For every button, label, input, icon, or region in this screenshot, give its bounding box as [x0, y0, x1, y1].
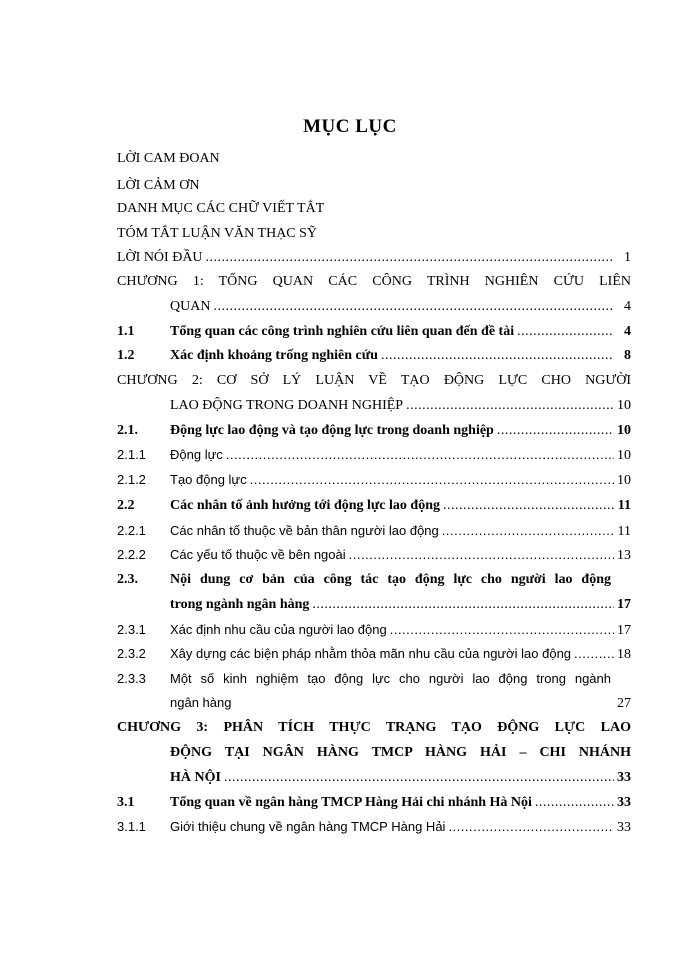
toc-entry-text: Động lực lao động và tạo động lực trong doanh nghiệp: [170, 423, 494, 438]
toc-entry-2-2-1: [117, 521, 631, 541]
toc-entry-text-cont: trong ngành ngân hàng: [170, 597, 310, 612]
toc-page-number: 1: [624, 250, 631, 265]
toc-page-number: 4: [624, 324, 631, 339]
dot-leader: [381, 346, 614, 366]
toc-chapter-title: CHƯƠNG 3: PHÂN TÍCH THỰC TRẠNG TẠO ĐỘNG LỰC LAO: [117, 720, 631, 735]
toc-page-number: 27: [617, 696, 631, 711]
toc-entry-number: 1.1: [117, 324, 135, 339]
toc-entry-2-2-2: [117, 545, 631, 565]
toc-page-number: 10: [617, 423, 631, 438]
toc-page-number: 11: [617, 498, 631, 513]
toc-entry-1-1: [117, 322, 631, 342]
toc-entry-2-3-line2: [170, 595, 631, 615]
toc-chapter-3-line1: [117, 718, 631, 738]
dot-leader: [312, 595, 614, 615]
toc-chapter-3-line3: [170, 768, 631, 788]
toc-entry-3-1-1: [117, 817, 631, 837]
toc-page-number: 8: [624, 348, 631, 363]
toc-entry-2-3-1: [117, 620, 631, 640]
toc-page-number: 10: [617, 448, 631, 463]
toc-entry-2-3-2: [117, 644, 631, 664]
toc-page-number: 33: [617, 795, 631, 810]
toc-entry-text: Động lực: [170, 447, 223, 462]
toc-entry-number: 2.1.2: [117, 472, 146, 487]
toc-entry-text: LỜI NÓI ĐẦU: [117, 250, 203, 265]
dot-leader: [406, 396, 614, 416]
dot-leader: [517, 322, 614, 342]
toc-entry-text: Tổng quan các công trình nghiên cứu liên quan đến đề tài: [170, 324, 515, 339]
toc-entry-2-1-1: [117, 445, 631, 465]
toc-entry-number: 2.3.2: [117, 646, 146, 661]
toc-chapter-2-line1: [117, 371, 631, 391]
dot-leader: [226, 445, 614, 465]
toc-entry-danh-muc: [117, 199, 324, 219]
toc-chapter-3-line2: [170, 743, 631, 763]
dot-leader: [390, 620, 614, 640]
toc-entry-text: Xác định khoảng trống nghiên cứu: [170, 348, 378, 363]
toc-entry-number: 2.2: [117, 498, 135, 513]
dot-leader: [448, 817, 614, 837]
toc-page-number: 17: [617, 623, 631, 638]
toc-entry-text: Nội dung cơ bản của công tác tạo động lực cho người lao động: [170, 572, 611, 587]
toc-chapter-1-line2: [170, 297, 631, 317]
toc-entry-text: LỜI CẢM ƠN: [117, 178, 200, 193]
toc-entry-text: Các nhân tố ảnh hưởng tới động lực lao động: [170, 498, 440, 513]
toc-entry-text: TÓM TẮT LUẬN VĂN THẠC SỸ: [117, 226, 318, 241]
toc-entry-number: 2.1.1: [117, 447, 146, 462]
dot-leader: [497, 421, 614, 441]
toc-chapter-title: CHƯƠNG 1: TỔNG QUAN CÁC CÔNG TRÌNH NGHIÊN CỨU LIÊN: [117, 274, 631, 289]
dot-leader: [349, 545, 614, 565]
toc-page-number: 17: [617, 597, 631, 612]
toc-entry-text: Các nhân tố thuộc về bản thân người lao động: [170, 523, 439, 538]
toc-entry-2-1: [117, 421, 631, 441]
toc-chapter-2-line2: [170, 396, 631, 416]
toc-entry-2-2: [117, 496, 631, 516]
toc-entry-text-cont: ngân hàng: [170, 695, 232, 710]
toc-chapter-title: CHƯƠNG 2: CƠ SỞ LÝ LUẬN VỀ TẠO ĐỘNG LỰC CHO NGƯỜI: [117, 373, 631, 388]
dot-leader: [250, 470, 614, 490]
toc-entry-text: Giới thiệu chung về ngân hàng TMCP Hàng Hải: [170, 819, 446, 834]
toc-page-number: 18: [617, 647, 631, 662]
toc-entry-loi-cam-on: [117, 176, 199, 196]
dot-leader: [442, 521, 614, 541]
toc-entry-number: 2.3.: [117, 572, 138, 587]
toc-entry-text: Xây dựng các biện pháp nhằm thỏa mãn nhu cầu của người lao động: [170, 646, 572, 661]
toc-page-number: 11: [617, 524, 631, 539]
dot-leader: [443, 496, 614, 516]
toc-entry-number: 2.2.2: [117, 547, 146, 562]
toc-entry-2-3-3-line2: [170, 693, 631, 713]
toc-entry-2-3-line1: [117, 570, 631, 590]
toc-entry-text: Tổng quan về ngân hàng TMCP Hàng Hải chi nhánh Hà Nội: [170, 795, 532, 810]
toc-chapter-title-cont: ĐỘNG TẠI NGÂN HÀNG TMCP HÀNG HẢI – CHI NHÁNH: [170, 745, 631, 760]
toc-chapter-title-cont: LAO ĐỘNG TRONG DOANH NGHIỆP: [170, 398, 404, 413]
toc-entry-text: Các yếu tố thuộc về bên ngoài: [170, 547, 346, 562]
dot-leader: [213, 297, 614, 317]
toc-entry-number: 2.3.1: [117, 622, 146, 637]
dot-leader: [224, 768, 614, 788]
toc-entry-2-3-3-line1: [117, 669, 631, 689]
dot-leader: [574, 644, 614, 664]
toc-entry-text: LỜI CAM ĐOAN: [117, 151, 220, 166]
toc-entry-2-1-2: [117, 470, 631, 490]
toc-entry-1-2: [117, 346, 631, 366]
toc-entry-loi-noi-dau: [117, 248, 631, 268]
toc-page-number: 13: [617, 548, 631, 563]
toc-chapter-1-line1: [117, 272, 631, 292]
toc-entry-number: 2.1.: [117, 423, 138, 438]
toc-entry-number: 2.2.1: [117, 523, 146, 538]
dot-leader: [206, 248, 614, 268]
toc-entry-3-1: [117, 793, 631, 813]
toc-page-number: 4: [624, 299, 631, 314]
page-title: MỤC LỤC: [303, 116, 397, 137]
toc-entry-number: 1.2: [117, 348, 135, 363]
toc-entry-tom-tat: [117, 224, 317, 244]
toc-page-number: 33: [617, 820, 631, 835]
toc-entry-number: 3.1.1: [117, 819, 146, 834]
toc-entry-text: Xác định nhu cầu của người lao động: [170, 622, 387, 637]
toc-entry-number: 2.3.3: [117, 671, 146, 686]
toc-entry-number: 3.1: [117, 795, 135, 810]
dot-leader: [535, 793, 614, 813]
toc-entry-text: Một số kinh nghiệm tạo động lực cho người lao động trong ngành: [170, 671, 611, 686]
toc-entry-text: Tạo động lực: [170, 472, 247, 487]
toc-page-number: 10: [617, 473, 631, 488]
toc-chapter-title-cont: HÀ NỘI: [170, 770, 221, 785]
toc-chapter-title-cont: QUAN: [170, 299, 211, 314]
toc-entry-loi-cam-doan: [117, 149, 220, 169]
toc-page-number: 33: [617, 770, 631, 785]
toc-entry-text: DANH MỤC CÁC CHỮ VIẾT TẮT: [117, 201, 325, 216]
toc-page-number: 10: [617, 398, 631, 413]
